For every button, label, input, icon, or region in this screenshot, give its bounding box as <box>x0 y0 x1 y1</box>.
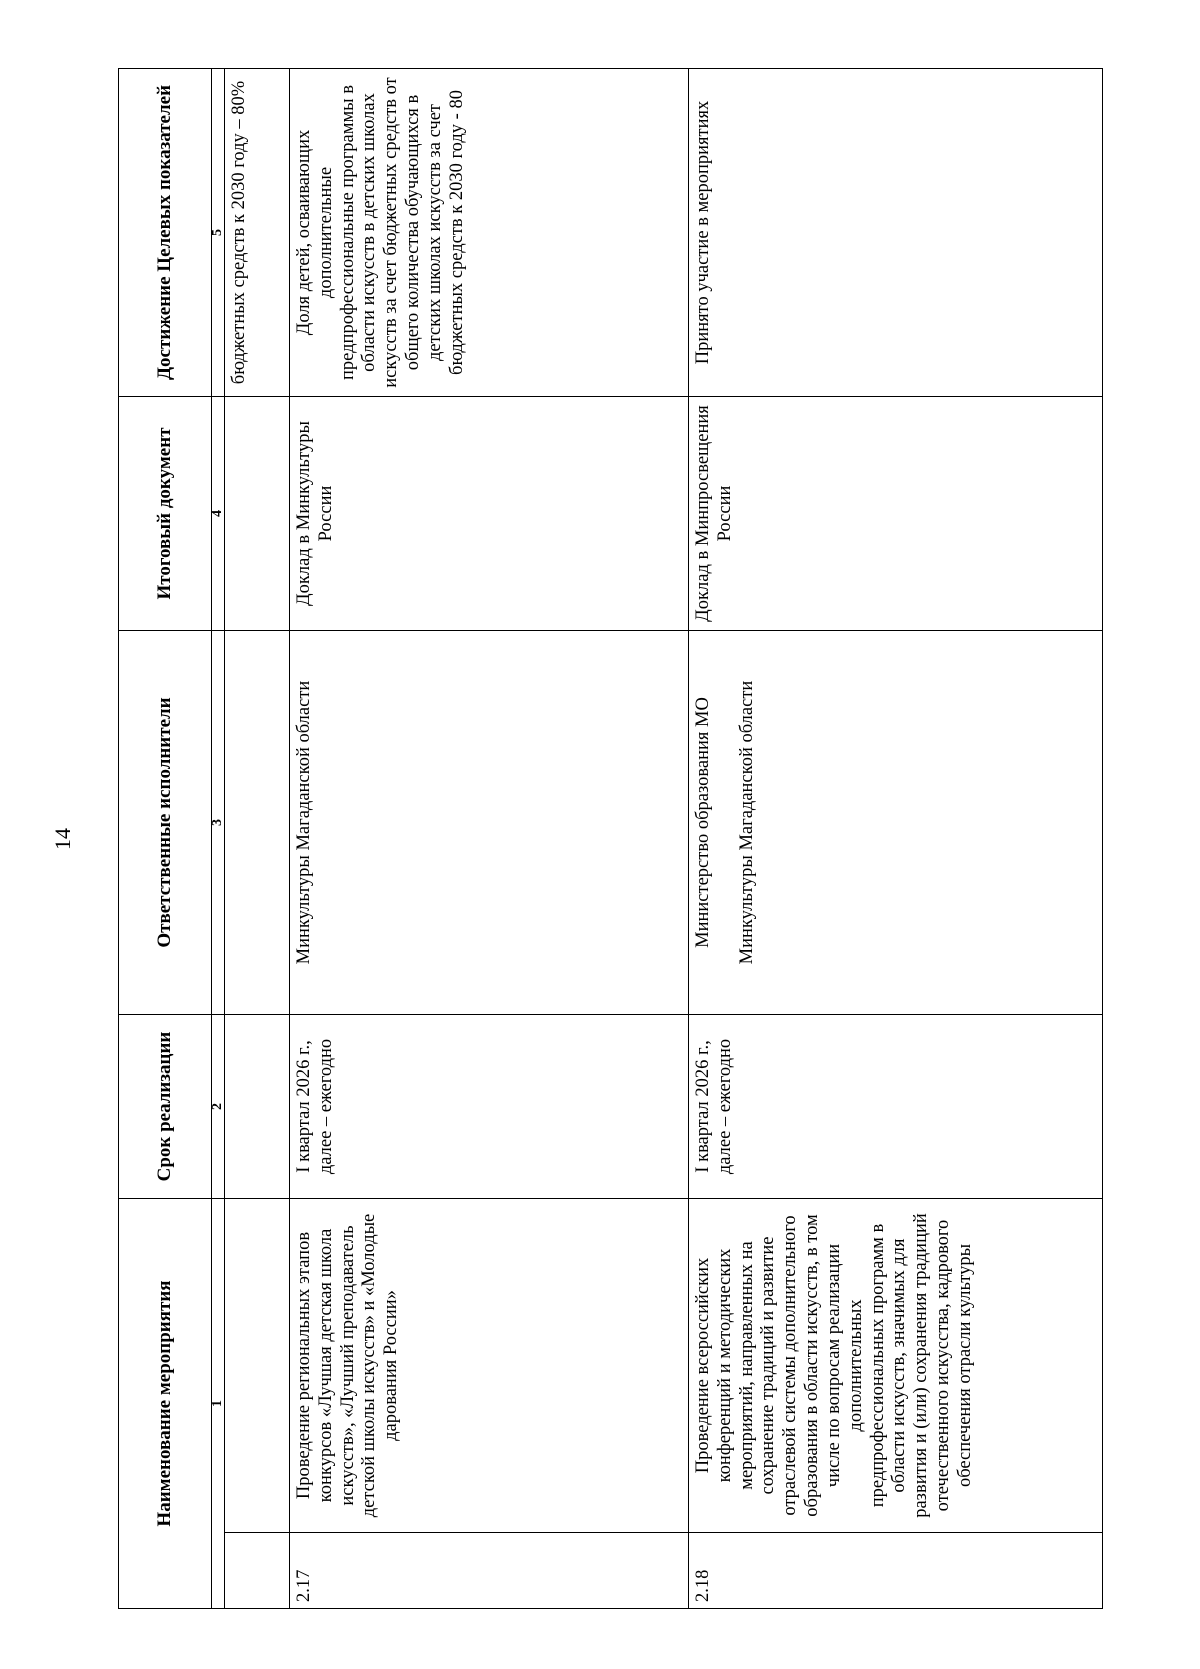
header-name: Наименование мероприятия <box>119 1199 212 1609</box>
responsible-item: Минкультуры Магаданской области <box>736 680 757 965</box>
row-document: Доклад в Минкультуры России <box>290 397 689 631</box>
cell-empty <box>225 1533 290 1609</box>
spacer <box>715 637 737 1008</box>
continuation-row <box>225 69 290 1609</box>
row-responsible <box>290 631 689 1015</box>
page-number: 14 <box>50 828 75 850</box>
table-row <box>689 69 1103 1609</box>
responsible-item: Минкультуры Магаданской области <box>294 680 314 965</box>
responsible-item: Министерство образования МО <box>693 697 713 948</box>
column-number: 4 <box>212 397 225 631</box>
cell-empty <box>225 397 290 631</box>
row-term: I квартал 2026 г., далее – ежегодно <box>290 1015 689 1199</box>
header-targets: Достижение Целевых показателей <box>119 69 212 397</box>
column-number-row <box>212 69 225 1609</box>
column-number: 1 <box>212 1199 225 1609</box>
continuation-targets: бюджетных средств к 2030 году – 80% <box>225 69 290 397</box>
row-term: I квартал 2026 г., далее – ежегодно <box>689 1015 1103 1199</box>
header-responsible: Ответственные исполнители <box>119 631 212 1015</box>
column-number: 3 <box>212 631 225 1015</box>
row-name: Проведение всероссийских конференций и методических мероприятий, направленных на сохранение традиций и развитие отраслевой системы дополнительного образования в области искусств, в том числе по вопросам реализации дополнительных предпрофессиональных программ в области искусств, значимых для развития и (или) сохранения традиций отечественного искусства, кадрового обеспечения отрасли культуры <box>689 1199 1103 1533</box>
header-term: Срок реализации <box>119 1015 212 1199</box>
row-number: 2.18 <box>689 1533 1103 1609</box>
row-number: 2.17 <box>290 1533 689 1609</box>
column-number: 5 <box>212 69 225 397</box>
cell-empty <box>225 1199 290 1533</box>
row-name: Проведение региональных этапов конкурсов «Лучшая детская школа искусств», «Лучший преподаватель детской школы искусств» и «Молодые дарования России» <box>290 1199 689 1533</box>
table-header-row <box>119 69 212 1609</box>
row-responsible <box>689 631 1103 1015</box>
table-row <box>290 69 689 1609</box>
action-plan-table <box>118 68 1103 1609</box>
rotated-page <box>40 39 1080 1639</box>
cell-empty <box>225 1015 290 1199</box>
column-number: 2 <box>212 1015 225 1199</box>
cell-empty <box>225 631 290 1015</box>
row-targets: Принято участие в мероприятиях <box>689 69 1103 397</box>
header-document: Итоговый документ <box>119 397 212 631</box>
row-targets: Доля детей, осваивающих дополнительные предпрофессиональные программы в области искусств в детских школах искусств за счет бюджетных средств от общего количества обучающихся в детских школах искусств за счет бюджетных средств к 2030 году - 80 <box>290 69 689 397</box>
row-document: Доклад в Минпросвещения России <box>689 397 1103 631</box>
